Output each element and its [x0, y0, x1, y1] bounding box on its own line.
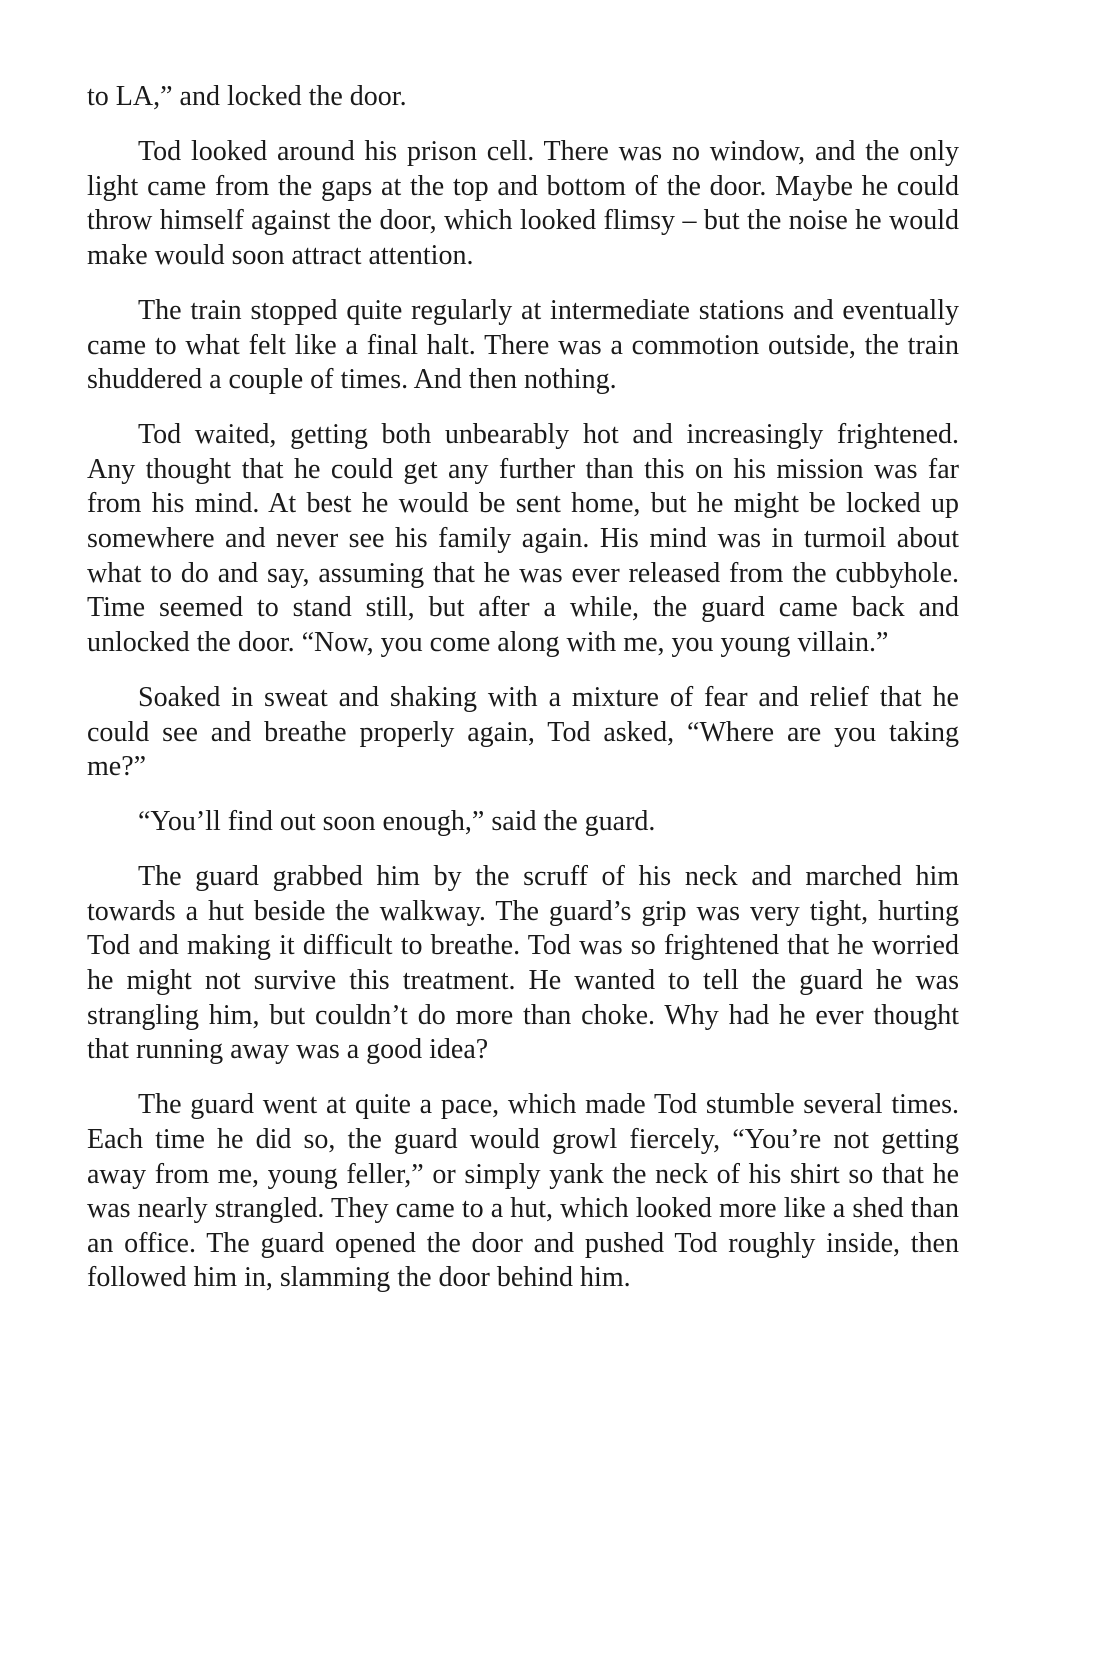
paragraph-continuation: to LA,” and locked the door.	[87, 81, 407, 112]
paragraph-soaked-in-sweat: Soaked in sweat and shaking with a mixture of fear and relief that he could see and breathe properly again, Tod asked, “Where are you taking me?”	[87, 681, 959, 783]
paragraph-train-stopped: The train stopped quite regularly at intermediate stations and eventually came to what felt like a final halt. There was a commotion outside, the train shuddered a couple of times. And then nothing.	[87, 294, 959, 396]
book-page	[87, 80, 959, 1316]
paragraph-tod-waited: Tod waited, getting both unbearably hot and increasingly frightened. Any thought that he could get any further than this on his mission was far from his mind. At best he would be sent home, but he might be locked up somewhere and never see his family again. His mind was in turmoil about what to do and say, assuming that he was ever released from the cubbyhole. Time seemed to stand still, but after a while, the guard came back and unlocked the door. “Now, you come along with me, you young villain.”	[87, 419, 959, 658]
paragraph-guard-pace: The guard went at quite a pace, which made Tod stumble several times. Each time he did so, the guard would growl fiercely, “You’re not getting away from me, young feller,” or simply yank the neck of his shirt so that he was nearly strangled. They came to a hut, which looked more like a shed than an office. The guard opened the door and pushed Tod roughly inside, then followed him in, slamming the door behind him.	[87, 1089, 959, 1294]
paragraph-find-out-soon: “You’ll find out soon enough,” said the guard.	[138, 806, 656, 838]
paragraph-guard-grabbed: The guard grabbed him by the scruff of his neck and marched him towards a hut beside the walkway. The guard’s grip was very tight, hurting Tod and making it difficult to breathe. Tod was so frightened that he worried he might not survive this treatment. He wanted to tell the guard he was strangling him, but couldn’t do more than choke. Why had he ever thought that running away was a good idea?	[87, 861, 959, 1066]
paragraph-prison-cell: Tod looked around his prison cell. There was no window, and the only light came from the gaps at the top and bottom of the door. Maybe he could throw himself against the door, which looked flimsy – but the noise he would make would soon attract attention.	[87, 136, 959, 271]
